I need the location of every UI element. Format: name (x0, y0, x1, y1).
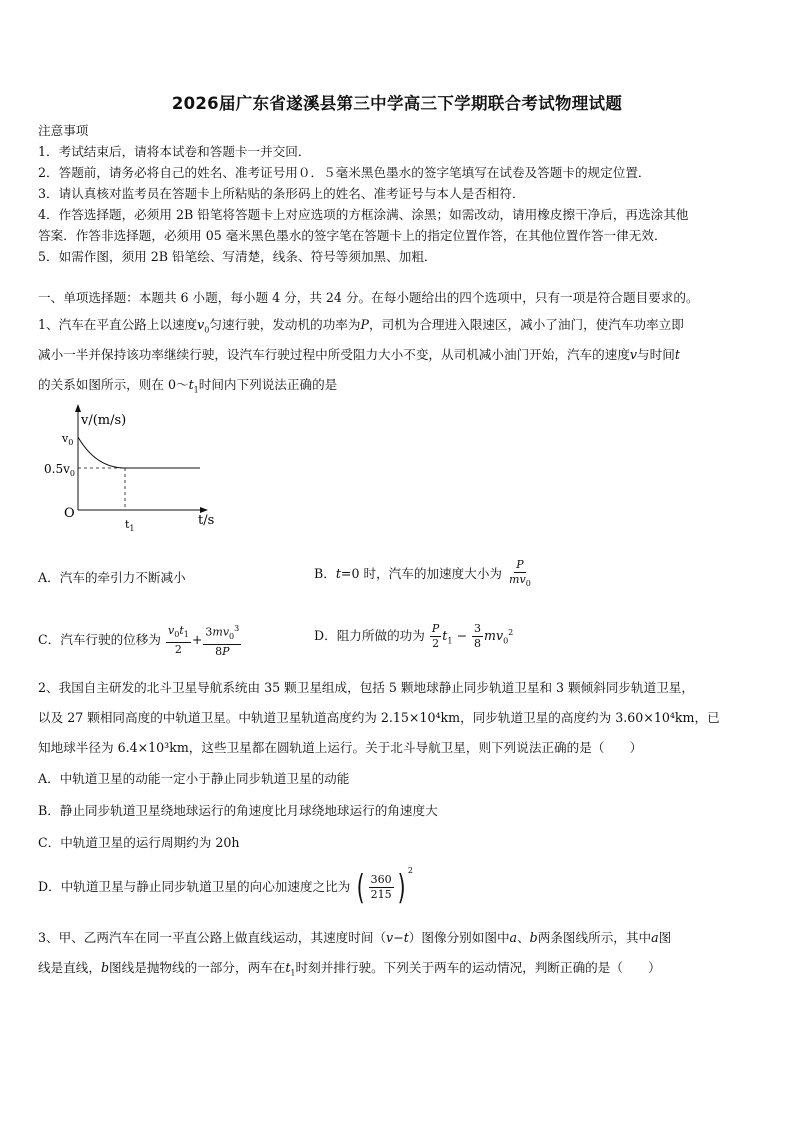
notice-item: 3．请认真核对监考员在答题卡上所粘贴的条形码上的姓名、准考证号与本人是否相符． (38, 186, 525, 201)
page-title: 2026届广东省遂溪县第三中学高三下学期联合考试物理试题 (171, 94, 623, 113)
q2-line2: 以及 27 颗相同高度的中轨道卫星。中轨道卫星轨道高度约为 2.15×10⁴km，同步轨道卫星的高度约为 3.60×10⁴km，已 (38, 710, 720, 725)
q2-option-d: D．中轨道卫星与静止同步轨道卫星的向心加速度之比为 ( $\frac{360}{215}$ ) $^2$ (38, 866, 413, 908)
q1-option-c: C．汽车行驶的位移为 $\frac{v_0t_1}{2}$ + $\frac{3mv_0^3}{8P}$ (38, 623, 240, 658)
notice-item: 4．作答选择题，必须用 2B 铅笔将答题卡上对应选项的方框涂满、涂黑；如需改动，请用橡皮擦干净后，再选涂其他 (38, 207, 689, 222)
xlabel: t/s (198, 513, 215, 528)
q1-line2: 减小一半并保持该功率继续行驶，设汽车行驶过程中所受阻力大小不变，从司机减小油门开始，汽车的速度v与时间t (38, 347, 680, 362)
vt-graph (38, 402, 228, 532)
q1-line1: 1、汽车在平直公路上以速度$v_0$匀速行驶，发动机的功率为P，司机为合理进入限速区，减小了油门，使汽车功率立即 (38, 317, 684, 335)
notice-heading: 注意事项 (38, 123, 89, 138)
q1-option-b: B．t=0 时，汽车的加速度大小为 $\frac{P}{mv_0}$ (314, 558, 531, 589)
q1-line3: 的关系如图所示，则在 $0\sim t_1$时间内下列说法正确的是 (38, 377, 338, 395)
q2-option-a: A．中轨道卫星的动能一定小于静止同步轨道卫星的动能 (38, 771, 350, 786)
q2-option-c: C．中轨道卫星的运行周期约为 20h (38, 835, 240, 850)
q1-option-a: A．汽车的牵引力不断减小 (38, 570, 186, 585)
v0-label: $v_0$ (62, 432, 74, 447)
notice-item: 5．如需作图，须用 2B 铅笔绘、写清楚，线条、符号等须加黑、加粗． (38, 249, 437, 264)
decay-curve (78, 437, 125, 468)
y-axis-arrow (75, 404, 81, 412)
q3-line2: 线是直线，b图线是抛物线的一部分，两车在$t_1$时刻并排行驶。下列关于两车的运动情况，判断正确的是（ ） (38, 960, 661, 978)
origin-label: O (64, 506, 75, 521)
q2-option-b: B．静止同步轨道卫星绕地球运行的角速度比月球绕地球运行的角速度大 (38, 803, 438, 818)
ylabel: v/(m/s) (81, 413, 127, 428)
notice-item: 1．考试结束后，请将本试卷和答题卡一并交回． (38, 144, 311, 159)
q2-line3: 知地球半径为 6.4×10³km，这些卫星都在圆轨道上运行。关于北斗导航卫星，则下列说法正确的是（ ） (38, 740, 643, 755)
notice-item: 答案．作答非选择题，必须用 05 毫米黑色墨水的签字笔在答题卡上的指定位置作答，在其他位置作答一律无效． (38, 228, 667, 243)
section-heading: 一、单项选择题：本题共 6 小题，每小题 4 分，共 24 分。在每小题给出的四个选项中，只有一项是符合题目要求的。 (38, 290, 699, 305)
t1-label: $t_1$ (125, 518, 135, 532)
q3-line1: 3、甲、乙两汽车在同一平直公路上做直线运动，其速度时间（v−t）图像分别如图中a、b两条图线所示，其中a图 (38, 930, 672, 945)
q2-line1: 2、我国自主研发的北斗卫星导航系统由 35 颗卫星组成，包括 5 颗地球静止同步轨道卫星和 3 颗倾斜同步轨道卫星， (38, 680, 694, 695)
q1-option-d: D．阻力所做的功为 $\frac{P}{2}$ $t_1$ − $\frac{3}{8}$ $mv_0^2$ (314, 622, 514, 650)
notice-item: 2．答题前，请务必将自己的姓名、准考证号用０．５毫米黑色墨水的签字笔填写在试卷及答题卡的规定位置． (38, 165, 651, 180)
half-v0-label: $0.5v_0$ (44, 462, 75, 478)
